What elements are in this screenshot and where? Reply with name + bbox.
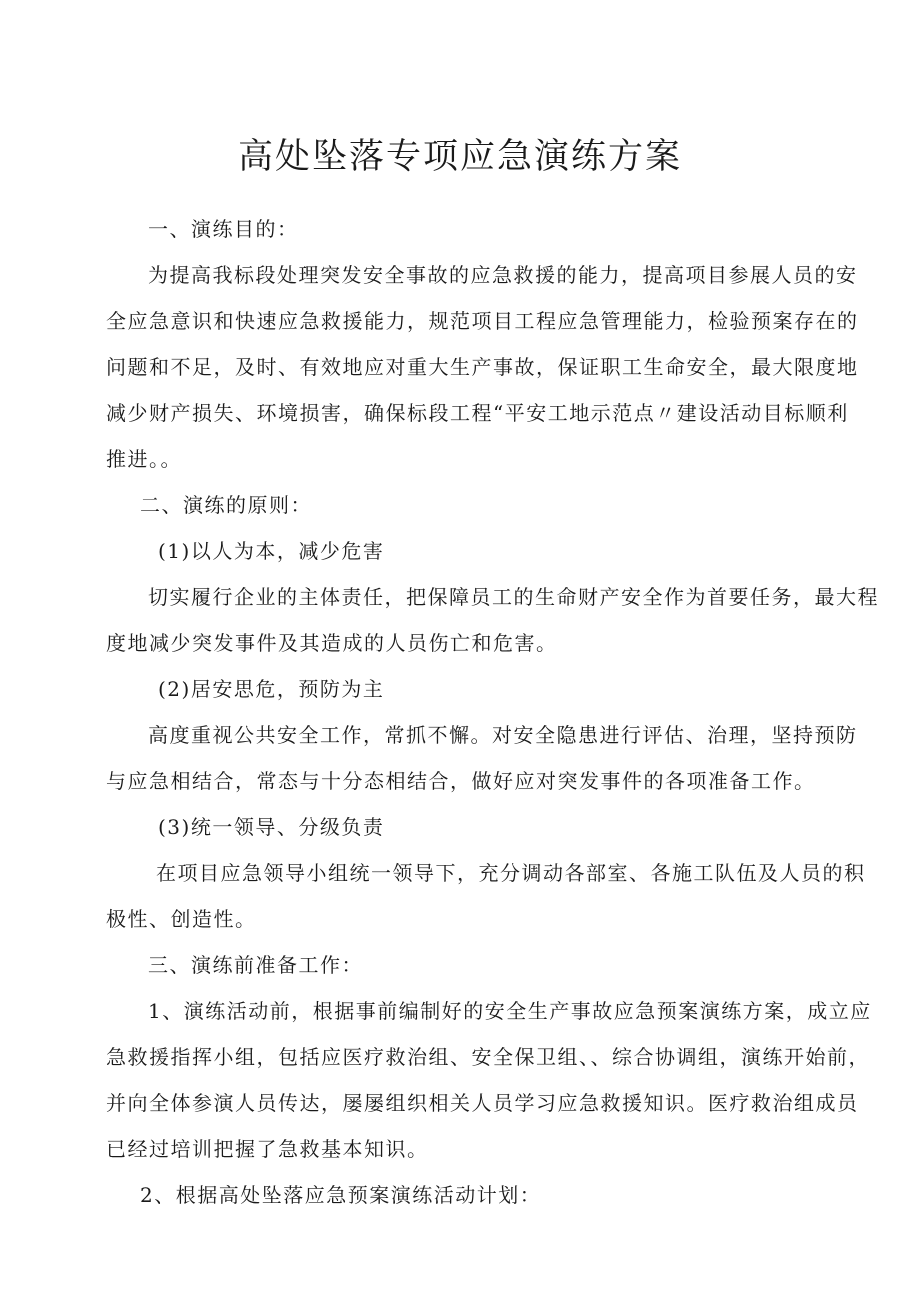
- paragraph-line: 减少财产损失、环境损害，确保标段工程“平安工地示范点〃建设活动目标顺利: [106, 401, 849, 425]
- sub-heading-1: (1)以人为本，减少危害: [158, 539, 385, 563]
- paragraph-line: 2、根据高处坠落应急预案演练活动计划：: [140, 1183, 542, 1207]
- paragraph-line: 推进。。: [106, 447, 182, 471]
- paragraph-line: 极性、创造性。: [106, 907, 257, 931]
- paragraph-line: 并向全体参演人员传达，屡屡组织相关人员学习应急救援知识。医疗救治组成员: [106, 1091, 859, 1115]
- paragraph-line: 问题和不足，及时、有效地应对重大生产事故，保证职工生命安全，最大限度地: [106, 355, 859, 379]
- section-heading-purpose: 一、演练目的：: [148, 217, 299, 241]
- paragraph-line: 高度重视公共安全工作，常抓不懈。对安全隐患进行评估、治理，坚持预防: [148, 723, 858, 747]
- sub-heading-3: (3)统一领导、分级负责: [158, 815, 385, 839]
- paragraph-line: 已经过培训把握了急救基本知识。: [106, 1137, 429, 1161]
- document-title: 高处坠落专项应急演练方案: [237, 137, 682, 177]
- paragraph-line: 全应急意识和快速应急救援能力，规范项目工程应急管理能力，检验预案存在的: [106, 309, 859, 333]
- paragraph-line: 为提高我标段处理突发安全事故的应急救援的能力，提高项目参展人员的安: [148, 263, 858, 287]
- paragraph-line: 切实履行企业的主体责任，把保障员工的生命财产安全作为首要任务，最大程: [148, 585, 879, 609]
- section-heading-preparation: 三、演练前准备工作：: [148, 953, 363, 977]
- paragraph-line: 与应急相结合，常态与十分态相结合，做好应对突发事件的各项准备工作。: [106, 769, 816, 793]
- paragraph-line: 1、演练活动前，根据事前编制好的安全生产事故应急预案演练方案，成立应: [148, 999, 872, 1023]
- paragraph-line: 在项目应急领导小组统一领导下，充分调动各部室、各施工队伍及人员的积: [156, 861, 866, 885]
- paragraph-line: 度地减少突发事件及其造成的人员伤亡和危害。: [106, 631, 558, 655]
- sub-heading-2: (2)居安思危，预防为主: [158, 677, 385, 701]
- paragraph-line: 急救援指挥小组，包括应医疗救治组、安全保卫组、、综合协调组，演练开始前，: [106, 1045, 870, 1069]
- section-heading-principles: 二、演练的原则：: [140, 493, 312, 517]
